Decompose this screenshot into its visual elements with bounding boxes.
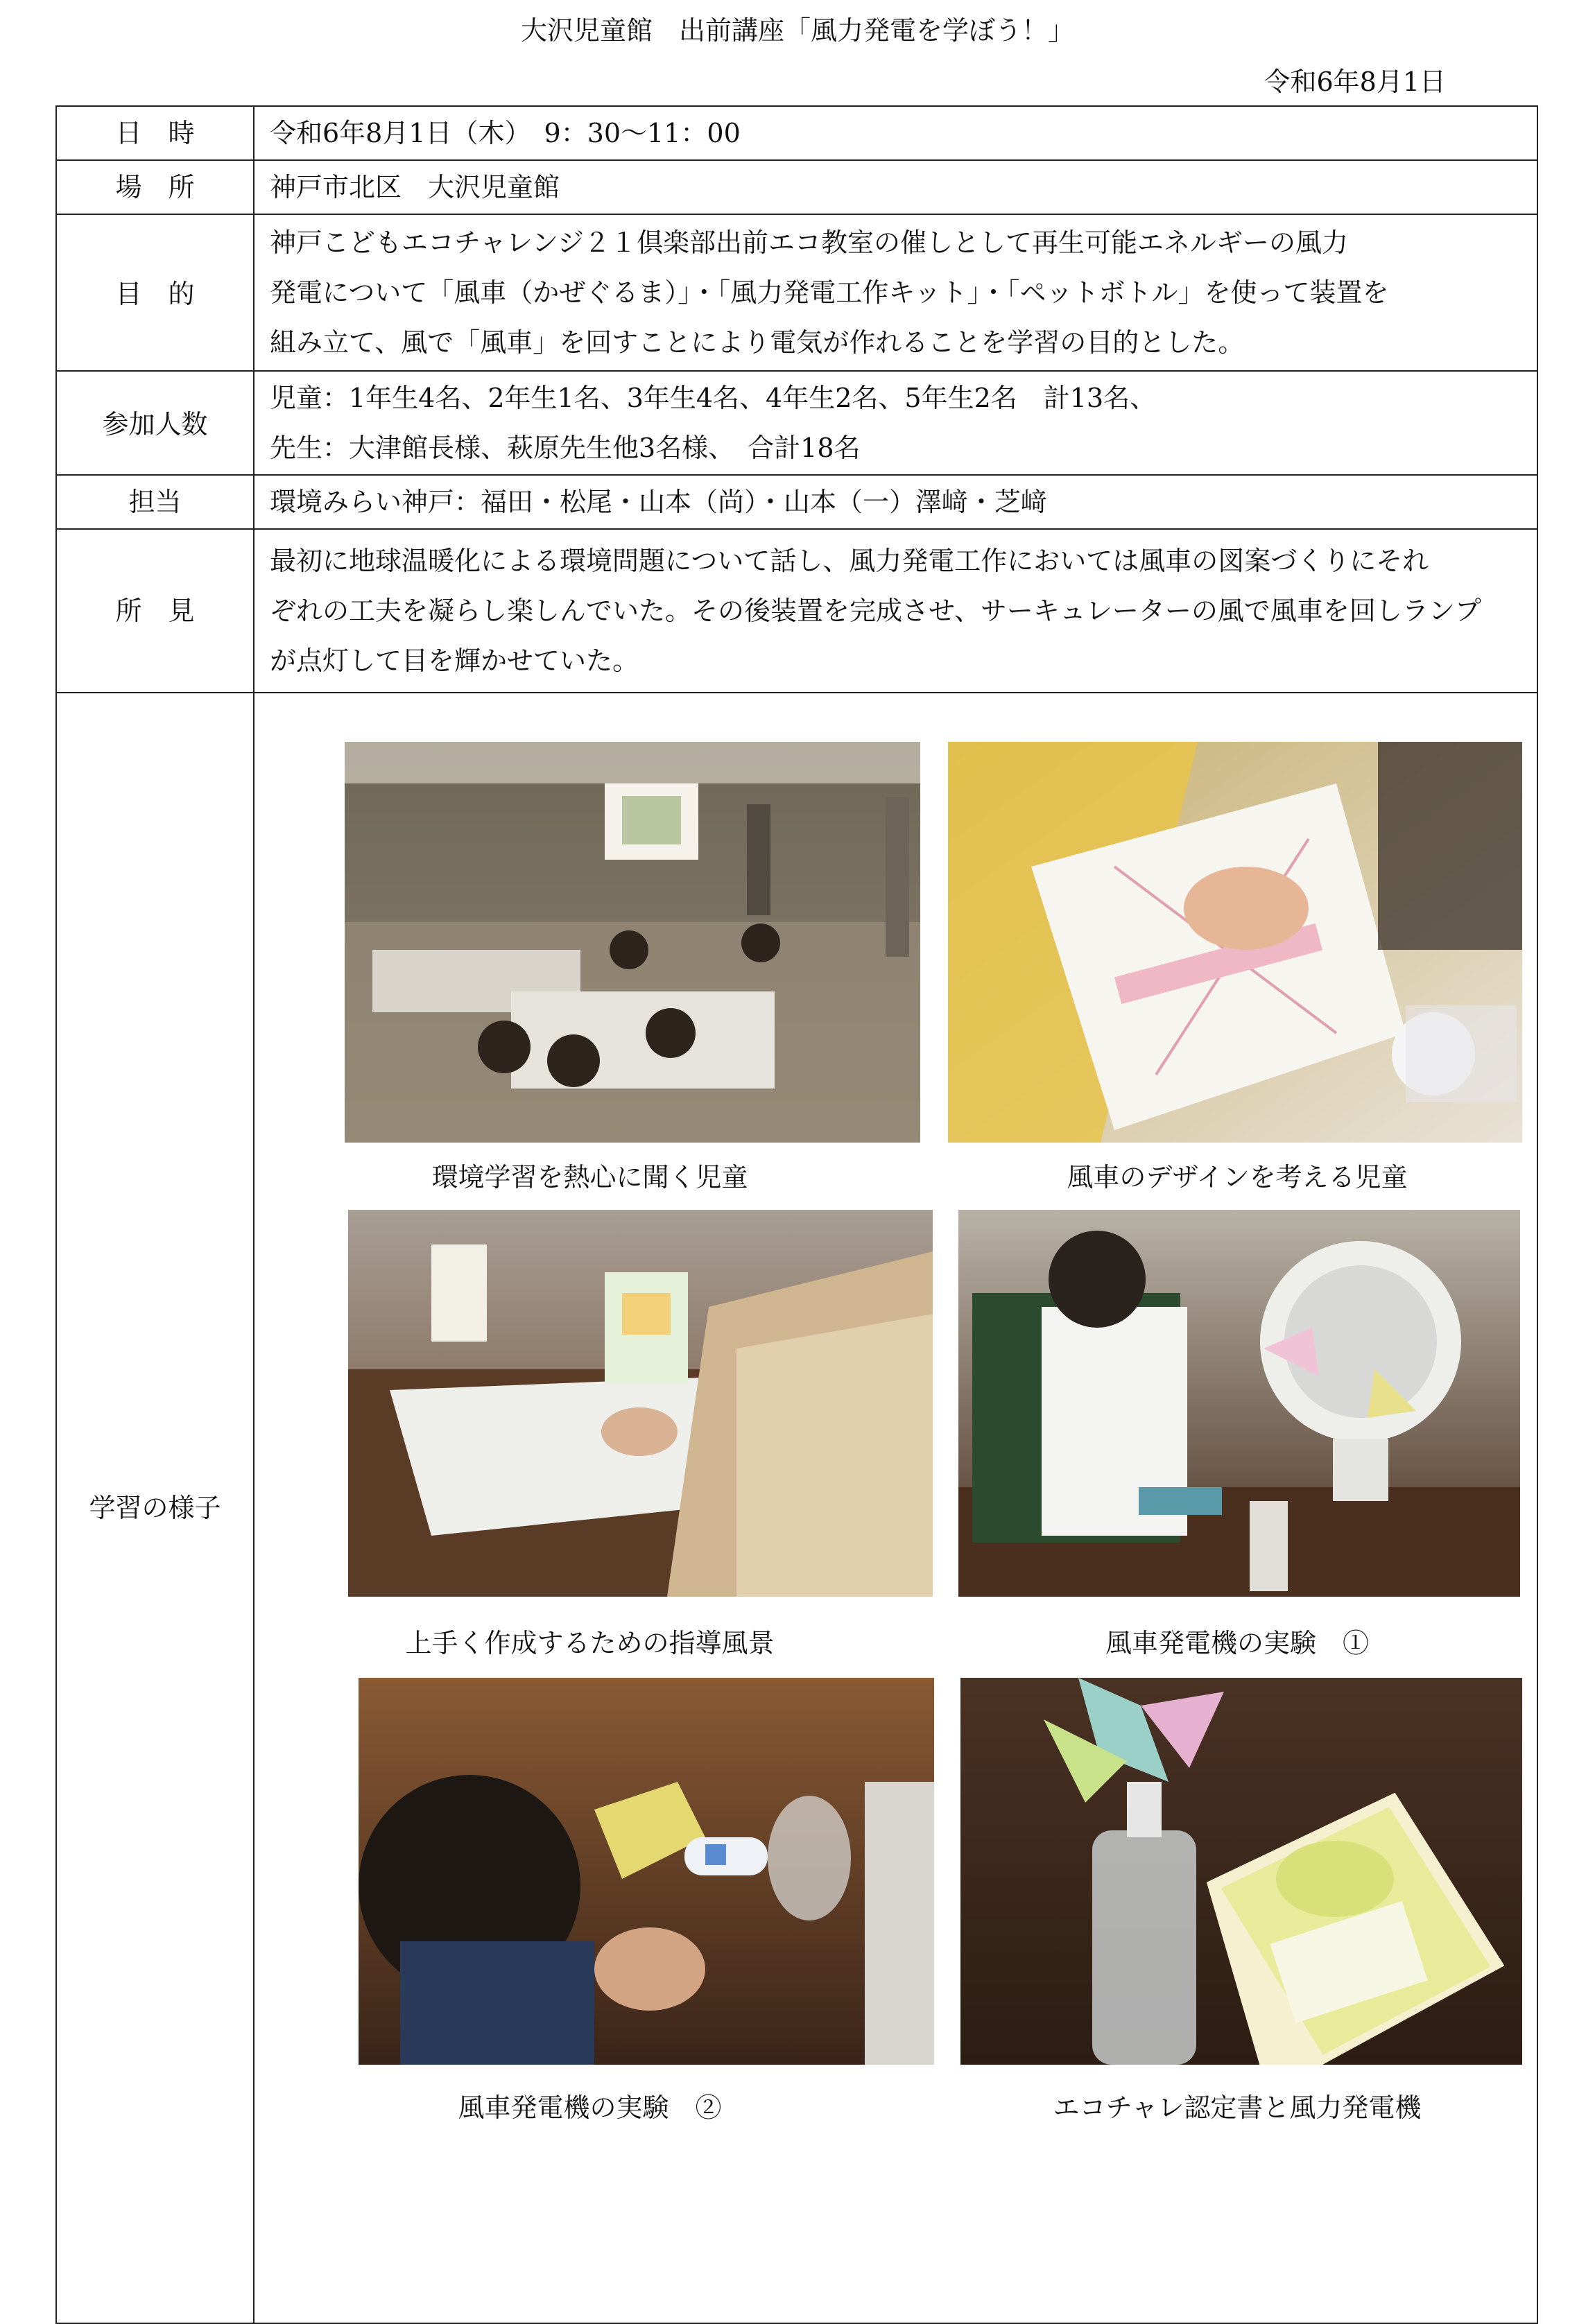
participants-line-2: 先生：大津館長様、萩原先生他3名様、 合計18名 — [270, 433, 861, 463]
value-staff — [254, 475, 1537, 529]
value-participants — [254, 371, 1537, 475]
caption-1: 環境学習を熱心に聞く児童 — [431, 1162, 748, 1193]
caption-4: 風車発電機の実験 ① — [1105, 1628, 1369, 1658]
participants-line-1: 児童：1年生4名、2年生1名、3年生4名、4年生2名、5年生2名 計13名、 — [270, 383, 1157, 413]
label-purpose: 目 的 — [56, 214, 254, 371]
row-purpose — [56, 214, 1537, 371]
row-findings — [56, 529, 1537, 693]
value-place — [254, 160, 1537, 214]
row-participants — [56, 371, 1537, 475]
purpose-line-3: 組み立て、風で「風車」を回すことにより電気が作れることを学習の目的とした。 — [270, 327, 1245, 358]
caption-5: 風車発電機の実験 ② — [458, 2092, 722, 2123]
caption-6: エコチャレ認定書と風力発電機 — [1053, 2092, 1422, 2123]
row-place — [56, 160, 1537, 214]
photo-classroom-lecture — [345, 742, 920, 1143]
findings-line-1: 最初に地球温暖化による環境問題について話し、風力発電工作においては風車の図案づくりにそれ — [270, 546, 1429, 576]
datetime-text: 令和6年8月1日（木） 9：30～11：00 — [270, 118, 741, 148]
caption-3: 上手く作成するための指導風景 — [405, 1628, 775, 1658]
label-learning: 学習の様子 — [56, 693, 254, 2323]
photo-pinwheel-design — [948, 742, 1522, 1143]
value-purpose — [254, 214, 1537, 371]
photo-certificate — [960, 1678, 1522, 2065]
row-staff — [56, 475, 1537, 529]
label-staff: 担当 — [56, 475, 254, 529]
row-datetime — [56, 106, 1537, 160]
value-findings — [254, 529, 1537, 693]
label-place: 場 所 — [56, 160, 254, 214]
label-findings: 所 見 — [56, 529, 254, 693]
value-datetime — [254, 106, 1537, 160]
purpose-line-1: 神戸こどもエコチャレンジ２１倶楽部出前エコ教室の催しとして再生可能エネルギーの風力 — [270, 227, 1348, 258]
photo-experiment-2 — [359, 1678, 934, 2065]
document-title: 大沢児童館 出前講座「風力発電を学ぼう！」 — [520, 15, 1074, 46]
photo-experiment-1 — [958, 1210, 1520, 1597]
photo-grid — [254, 693, 1537, 2323]
report-table — [55, 105, 1538, 2324]
purpose-line-2: 発電について「風車（かぜぐるま）」・「風力発電工作キット」・「ペットボトル」を使って装置を — [270, 277, 1389, 308]
photo-instruction — [348, 1210, 933, 1597]
place-text: 神戸市北区 大沢児童館 — [270, 172, 560, 202]
caption-2: 風車のデザインを考える児童 — [1067, 1162, 1408, 1193]
label-datetime: 日 時 — [56, 106, 254, 160]
label-participants: 参加人数 — [56, 371, 254, 475]
findings-line-3: が点灯して目を輝かせていた。 — [270, 645, 639, 676]
document-date: 令和6年8月1日 — [1264, 67, 1446, 97]
staff-text: 環境みらい神戸：福田・松尾・山本（尚）・山本（一）澤﨑・芝﨑 — [270, 487, 1048, 517]
findings-line-2: ぞれの工夫を凝らし楽しんでいた。その後装置を完成させ、サーキュレーターの風で風車を回しランプ — [270, 596, 1481, 626]
row-learning — [56, 693, 1537, 2323]
